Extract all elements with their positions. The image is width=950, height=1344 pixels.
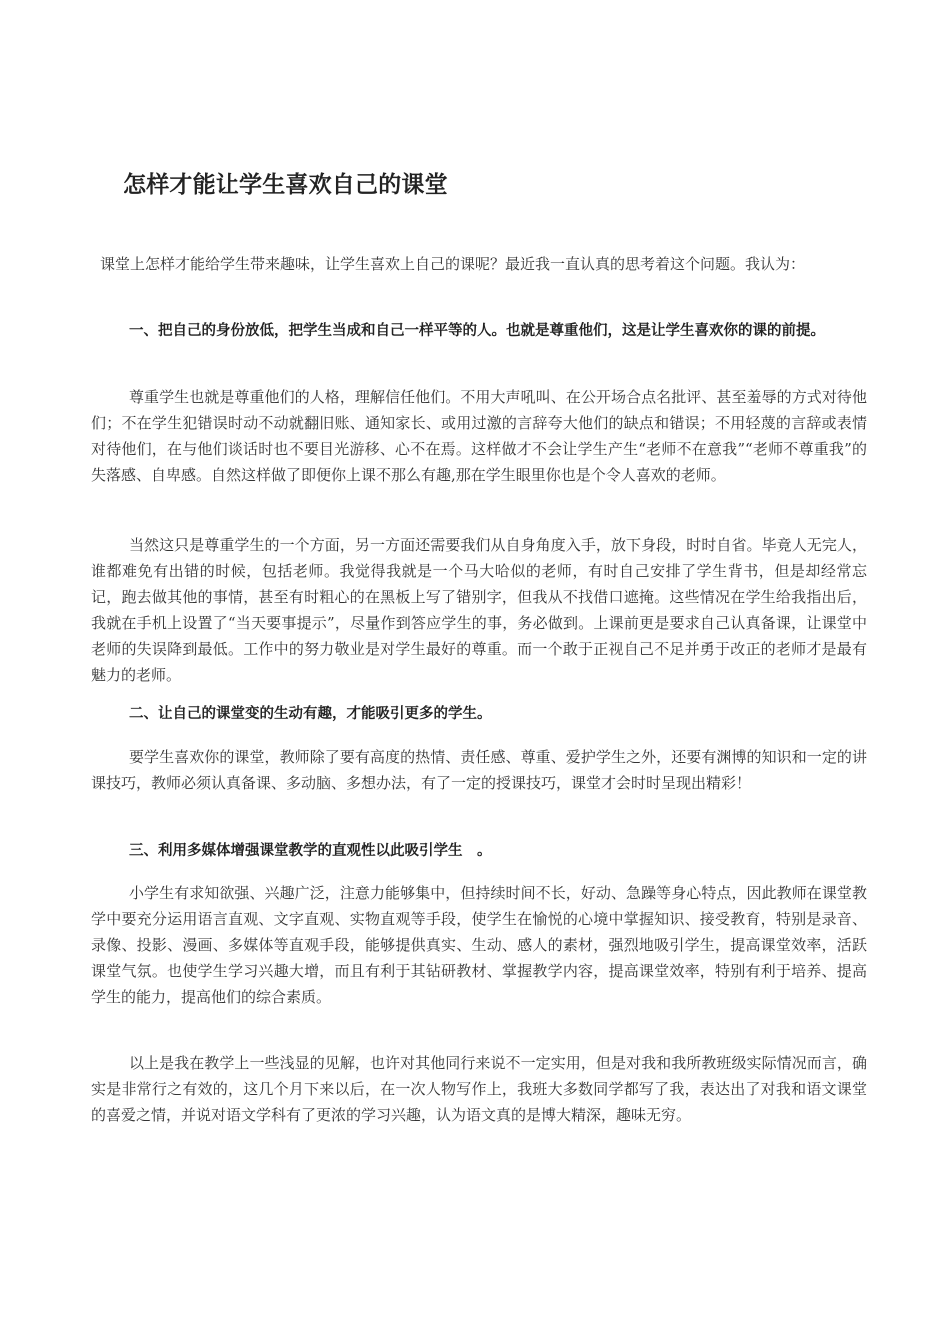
page-title: 怎样才能让学生喜欢自己的课堂: [123, 172, 448, 198]
section-1-paragraph-2: 当然这只是尊重学生的一个方面，另一方面还需要我们从自身角度入手，放下身段，时时自省。毕竟人无完人，谁都难免有出错的时候，包括老师。我觉得我就是一个马大哈似的老师，有时自己安排了学生背书，但是却经常忘记，跑去做其他的事情，甚至有时粗心的在黑板上写了错别字，但我从不找借口遮掩。这些情况在学生给我指出后，我就在手机上设置了“当天要事提示”，尽量作到答应学生的事，务必做到。上课前更是要求自己认真备课，让课堂中老师的失误降到最低。工作中的努力敬业是对学生最好的尊重。而一个敢于正视自己不足并勇于改正的老师才是最有魅力的老师。: [91, 536, 867, 684]
section-2-paragraph-1: 要学生喜欢你的课堂，教师除了要有高度的热情、责任感、尊重、爱护学生之外，还要有渊博的知识和一定的讲课技巧，教师必须认真备课、多动脑、多想办法，有了一定的授课技巧，课堂才会时时呈现出精彩！: [91, 748, 867, 792]
section-heading-2: 二、让自己的课堂变的生动有趣，才能吸引更多的学生。: [129, 706, 492, 722]
section-heading-1: 一、把自己的身份放低，把学生当成和自己一样平等的人。也就是尊重他们，这是让学生喜欢你的课的前提。: [129, 323, 825, 339]
intro-paragraph: 课堂上怎样才能给学生带来趣味，让学生喜欢上自己的课呢？最近我一直认真的思考着这个问题。我认为：: [100, 255, 806, 273]
section-heading-3: 三、利用多媒体增强课堂教学的直观性以此吸引学生 。: [129, 843, 492, 859]
closing-paragraph: 以上是我在教学上一些浅显的见解，也许对其他同行来说不一定实用，但是对我和我所教班级实际情况而言，确实是非常行之有效的，这几个月下来以后，在一次人物写作上，我班大多数同学都写了我，表达出了对我和语文课堂的喜爱之情，并说对语文学科有了更浓的学习兴趣，认为语文真的是博大精深，趣味无穷。: [91, 1054, 867, 1124]
section-1-paragraph-1: 尊重学生也就是尊重他们的人格，理解信任他们。不用大声吼叫、在公开场合点名批评、甚至羞辱的方式对待他们；不在学生犯错误时动不动就翻旧账、通知家长、或用过激的言辞夸大他们的缺点和错误；不用轻蔑的言辞或表情对待他们，在与他们谈话时也不要目光游移、心不在焉。这样做才不会让学生产生“老师不在意我”“老师不尊重我”的失落感、自卑感。自然这样做了即便你上课不那么有趣,那在学生眼里你也是个令人喜欢的老师。: [91, 388, 867, 484]
section-3-paragraph-1: 小学生有求知欲强、兴趣广泛，注意力能够集中，但持续时间不长，好动、急躁等身心特点，因此教师在课堂教学中要充分运用语言直观、文字直观、实物直观等手段，使学生在愉悦的心境中掌握知识、接受教育，特别是录音、录像、投影、漫画、多媒体等直观手段，能够提供真实、生动、感人的素材，强烈地吸引学生，提高课堂效率，活跃课堂气氛。也使学生学习兴趣大增，而且有利于其钻研教材、掌握教学内容，提高课堂效率，特别有利于培养、提高学生的能力，提高他们的综合素质。: [91, 884, 867, 1006]
